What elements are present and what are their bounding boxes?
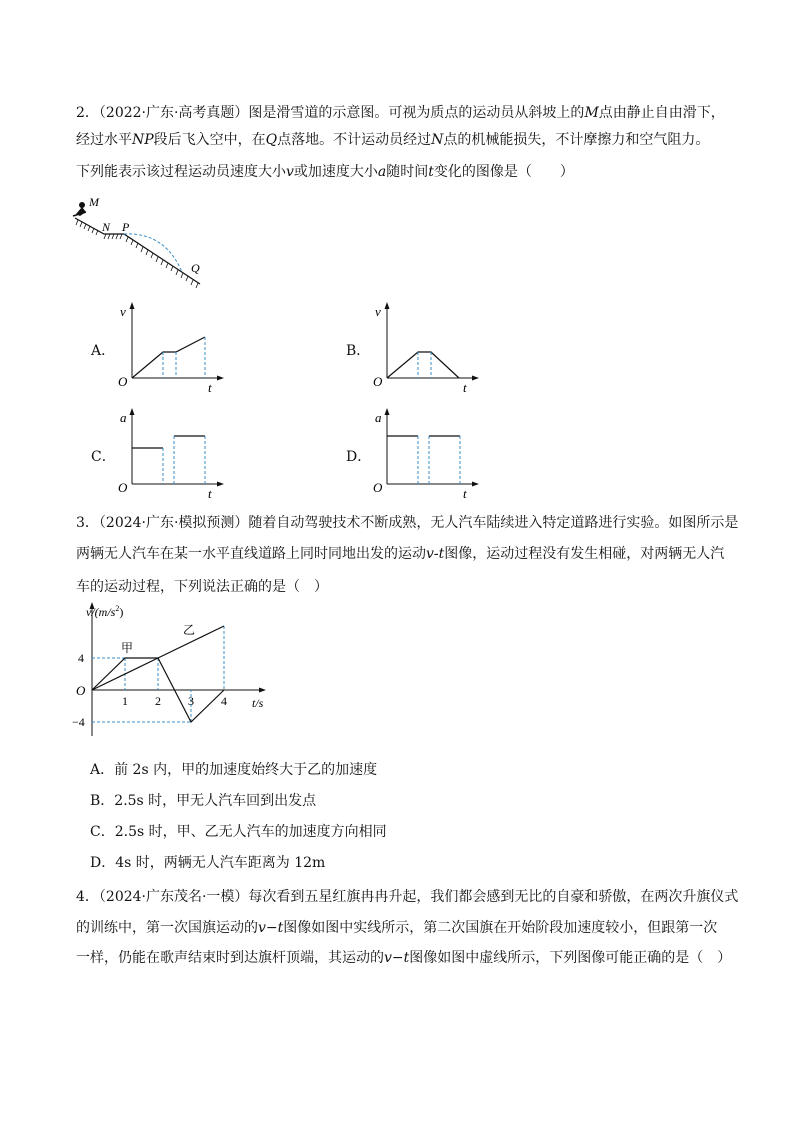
option-b-label: B．: [346, 343, 371, 359]
option-c-label: C．: [91, 449, 116, 465]
y-tick-label: −4: [72, 715, 85, 729]
graph-line: [132, 337, 205, 378]
slope-hatching: [76, 220, 198, 288]
svg-text:v: v: [120, 304, 126, 319]
q4-line-3: 一样，仍能在歌声结束时到达旗杆顶端，其运动的v−t图像如图中虚线所示，下列图像可能正确的是（ ）: [76, 950, 732, 966]
svg-text:t: t: [463, 380, 467, 395]
label-Q: Q: [191, 261, 200, 275]
label-M: M: [89, 195, 99, 209]
option-d-graph: [365, 406, 485, 501]
ski-slope-diagram: [70, 192, 220, 292]
series-label-2: 乙: [183, 623, 196, 637]
svg-text:v: v: [375, 304, 381, 319]
q2-line-1: 2．（2022·广东·高考真题）图是滑雪道的示意图。可视为质点的运动员从斜坡上的M点由静止自由滑下，: [76, 105, 725, 121]
q3-line-2: 两辆无人汽车在某一水平直线道路上同时同地出发的运动v-t图像，运动过程没有发生相碰，对两辆无人汽: [76, 546, 725, 562]
svg-text:a: a: [120, 410, 127, 425]
x-tick-label: 4: [221, 694, 227, 708]
q3-line-3: 车的运动过程，下列说法正确的是（ ）: [76, 579, 328, 595]
x-tick-label: 2: [155, 694, 161, 708]
option-a-graph: [110, 300, 230, 395]
label-P: P: [122, 220, 130, 234]
x-tick-label: 3: [188, 694, 194, 708]
svg-text:O: O: [118, 374, 128, 389]
q3-choice-a: A．前 2s 内，甲的加速度始终大于乙的加速度: [90, 762, 378, 778]
svg-text:a: a: [375, 410, 382, 425]
label-N: N: [102, 220, 111, 234]
option-d-label: D．: [346, 449, 372, 465]
chart-xlabel: t/s: [252, 696, 264, 710]
option-c-graph: [110, 406, 230, 501]
graph-line: [387, 352, 459, 378]
svg-text:O: O: [373, 480, 383, 495]
x-tick-label: 1: [122, 694, 128, 708]
q2-line-2: 经过水平NP段后飞入空中，在Q点落地。不计运动员经过N点的机械能损失，不计摩擦力和空气阻力。: [76, 132, 710, 148]
q3-vt-chart: [66, 598, 276, 748]
svg-text:t: t: [208, 380, 212, 395]
chart-origin: O: [76, 683, 86, 698]
svg-text:t: t: [208, 486, 212, 501]
skier-icon: [73, 202, 86, 216]
q3-choice-c: C．2.5s 时，甲、乙无人汽车的加速度方向相同: [90, 824, 387, 840]
option-b-graph: [365, 300, 485, 395]
q3-choice-d: D．4s 时，两辆无人汽车距离为 12m: [90, 855, 326, 871]
q4-line-2: 的训练中，第一次国旗运动的v−t图像如图中实线所示，第二次国旗在开始阶段加速度较小，但跟第一次: [76, 920, 718, 936]
svg-text:O: O: [373, 374, 383, 389]
slope-surface: [75, 218, 200, 284]
svg-text:t: t: [463, 486, 467, 501]
chart-ylabel: $v/(m/s^2)$: [86, 604, 124, 619]
svg-text:O: O: [118, 480, 128, 495]
option-a-label: A．: [91, 343, 116, 359]
q2-line-3: 下列能表示该过程运动员速度大小v或加速度大小a随时间t变化的图像是（ ）: [76, 164, 574, 180]
q3-line-1: 3．（2024·广东·模拟预测）随着自动驾驶技术不断成熟，无人汽车陆续进入特定道路进行实验。如图所示是: [76, 515, 739, 531]
series-label-1: 甲: [121, 641, 134, 655]
q3-choice-b: B．2.5s 时，甲无人汽车回到出发点: [90, 793, 317, 809]
q4-line-1: 4．（2024·广东茂名·一模）每次看到五星红旗冉冉升起，我们都会感到无比的自豪和骄傲，在两次升旗仪式: [76, 889, 739, 905]
y-tick-label: 4: [78, 651, 84, 665]
